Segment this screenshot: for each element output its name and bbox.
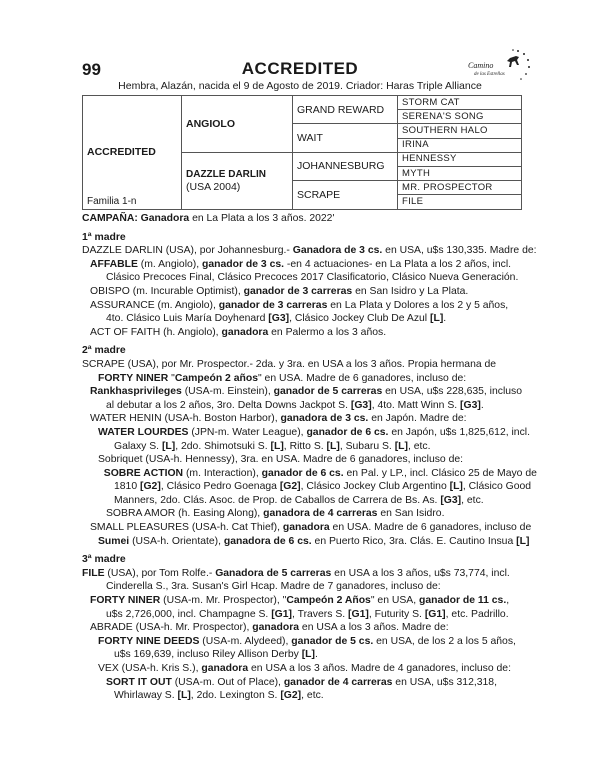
text-line: AFFABLE (m. Angiolo), ganador de 3 cs. -en 4 actuaciones- en La Plata a los 2 años, incl.	[90, 258, 512, 270]
text-line: WATER HENIN (USA-h. Boston Harbor), ganadora de 3 cs. en Japón. Madre de:	[90, 413, 467, 425]
pedigree-dam-name: DAZZLE DARLIN	[186, 168, 266, 180]
logo-graphic	[462, 48, 532, 84]
text-line: FILE (USA), por Tom Rolfe.- Ganadora de 5 carreras en USA a los 3 años, u$s 73,774, incl.	[82, 567, 510, 579]
pedigree-horse	[83, 96, 182, 210]
text-line: VEX (USA-h. Kris S.), ganadora en USA a los 3 años. Madre de 4 ganadores, incluso de:	[98, 663, 511, 674]
pedigree-ggp-7: MR. PROSPECTOR	[398, 181, 522, 195]
text-line: Manners, 2do. Clás. Asoc. de Prop. de Caballos de Carrera de Bs. As. [G3], etc.	[114, 494, 484, 506]
text-line: CAMPAÑA: Ganadora en La Plata a los 3 años. 2022'	[82, 213, 335, 224]
pedigree-gp-4: SCRAPE	[293, 181, 398, 209]
text-line: 4to. Clásico Luis María Doyhenard [G3], Clásico Jockey Club De Azul [L].	[106, 313, 447, 325]
pedigree-gp-1: GRAND REWARD	[293, 96, 398, 124]
lot-number: 99	[82, 60, 101, 79]
pedigree-sire: ANGIOLO	[182, 96, 293, 153]
pedigree-dam-note: (USA 2004)	[186, 180, 241, 193]
text-line: u$s 2,726,000, incl. Champagne S. [G1], Travers S. [G1], Futurity S. [G1], etc. Padrillo.	[106, 608, 509, 620]
pedigree-gp-3: JOHANNESBURG	[293, 152, 398, 180]
pedigree-horse-name: ACCREDITED	[87, 146, 156, 159]
pedigree-ggp-4: IRINA	[398, 138, 522, 152]
text-line: WATER LOURDES (JPN-m. Water League), ganador de 6 cs. en Japón, u$s 1,825,612, incl.	[98, 426, 530, 438]
text-line: 1810 [G2], Clásico Pedro Goenaga [G2], Clásico Jockey Club Argentino [L], Clásico Good	[114, 481, 532, 493]
text-line: al debutar a los 2 años, 3ro. Delta Downs Jackpot S. [G3], 4to. Matt Winn S. [G3].	[106, 399, 484, 411]
text-line: DAZZLE DARLIN (USA), por Johannesburg.- Ganadora de 3 cs. en USA, u$s 130,335. Madre de:	[82, 245, 537, 257]
pedigree-gp-2: WAIT	[293, 124, 398, 152]
subtitle: Hembra, Alazán, nacida el 9 de Agosto de 2019. Criador: Haras Triple Alliance	[118, 80, 482, 92]
logo-subtext: de las Estrellas	[474, 72, 505, 77]
pedigree-ggp-1: STORM CAT	[398, 96, 522, 110]
pedigree-ggp-6: MYTH	[398, 166, 522, 180]
text-line: SORT IT OUT (USA-m. Out of Place), ganador de 4 carreras en USA, u$s 312,318,	[106, 676, 497, 688]
produce-record	[82, 212, 537, 703]
text-line: Sumei (USA-h. Orientate), ganadora de 6 cs. en Puerto Rico, 3ra. Clás. E. Cautino Insua [L]	[98, 535, 530, 547]
text-line: SCRAPE (USA), por Mr. Prospector.- 2da. y 3ra. en USA a los 3 años. Propia hermana de	[82, 358, 497, 370]
text-line: SOBRA AMOR (h. Easing Along), ganadora de 4 carreras en San Isidro.	[106, 508, 445, 520]
text-line: SOBRE ACTION (m. Interaction), ganador de 6 cs. en Pal. y LP., incl. Clásico 25 de Mayo de	[103, 467, 537, 479]
page-title: ACCREDITED	[241, 59, 359, 78]
text-line: ASSURANCE (m. Angiolo), ganador de 3 carreras en La Plata y Dolores a los 2 y 5 años,	[90, 299, 509, 311]
stud-logo	[462, 48, 532, 84]
text-line: OBISPO (m. Incurable Optimist), ganador de 3 carreras en San Isidro y La Plata.	[90, 285, 469, 297]
pedigree-ggp-2: SERENA'S SONG	[398, 110, 522, 124]
pedigree-ggp-3: SOUTHERN HALO	[398, 124, 522, 138]
pedigree-ggp-8: FILE	[398, 195, 522, 209]
text-line: Rankhasprivileges (USA-m. Einstein), ganador de 5 carreras en USA, u$s 228,635, incluso	[90, 386, 523, 398]
text-line: Sobriquet (USA-h. Hennessy), 3ra. en USA. Madre de 6 ganadores, incluso de:	[98, 454, 464, 466]
section-heading: 3ª madre	[82, 554, 126, 566]
pedigree-dam	[182, 152, 293, 209]
text-line: SMALL PLEASURES (USA-h. Cat Thief), ganadora en USA. Madre de 6 ganadores, incluso de	[90, 522, 532, 534]
pedigree-ggp-5: HENNESSY	[398, 152, 522, 166]
section-heading: 2ª madre	[82, 345, 126, 357]
text-line: Clásico Precoces Final, Clásico Precoces 2017 Clasificatorio, Clásico Nueva Generación.	[106, 272, 519, 284]
section-heading: 1ª madre	[82, 231, 126, 243]
text-line: FORTY NINER "Campeón 2 años" en USA. Madre de 6 ganadores, incluso de:	[98, 372, 467, 384]
text-line: FORTY NINER (USA-m. Mr. Prospector), "Campeón 2 Años" en USA, ganador de 11 cs.,	[90, 595, 510, 607]
text-line: FORTY NINE DEEDS (USA-m. Alydeed), ganador de 5 cs. en USA, de los 2 a los 5 años,	[98, 635, 516, 647]
text-line: Cinderella S., 3ra. Susan's Girl Hcap. Madre de 7 ganadores, incluso de:	[106, 581, 441, 593]
text-line: ACT OF FAITH (h. Angiolo), ganadora en Palermo a los 3 años.	[90, 326, 387, 338]
text-line: Whirlaway S. [L], 2do. Lexington S. [G2], etc.	[114, 690, 324, 702]
logo-text: Camino	[468, 61, 494, 70]
text-line: Galaxy S. [L], 2do. Shimotsuki S. [L], Ritto S. [L], Subaru S. [L], etc.	[114, 440, 431, 452]
pedigree-table	[82, 95, 522, 210]
pedigree-family: Familia 1-n	[87, 195, 137, 207]
text-line: u$s 169,639, incluso Riley Allison Derby [L].	[114, 649, 318, 661]
text-line: ABRADE (USA-h. Mr. Prospector), ganadora en USA a los 3 años. Madre de:	[90, 622, 449, 634]
